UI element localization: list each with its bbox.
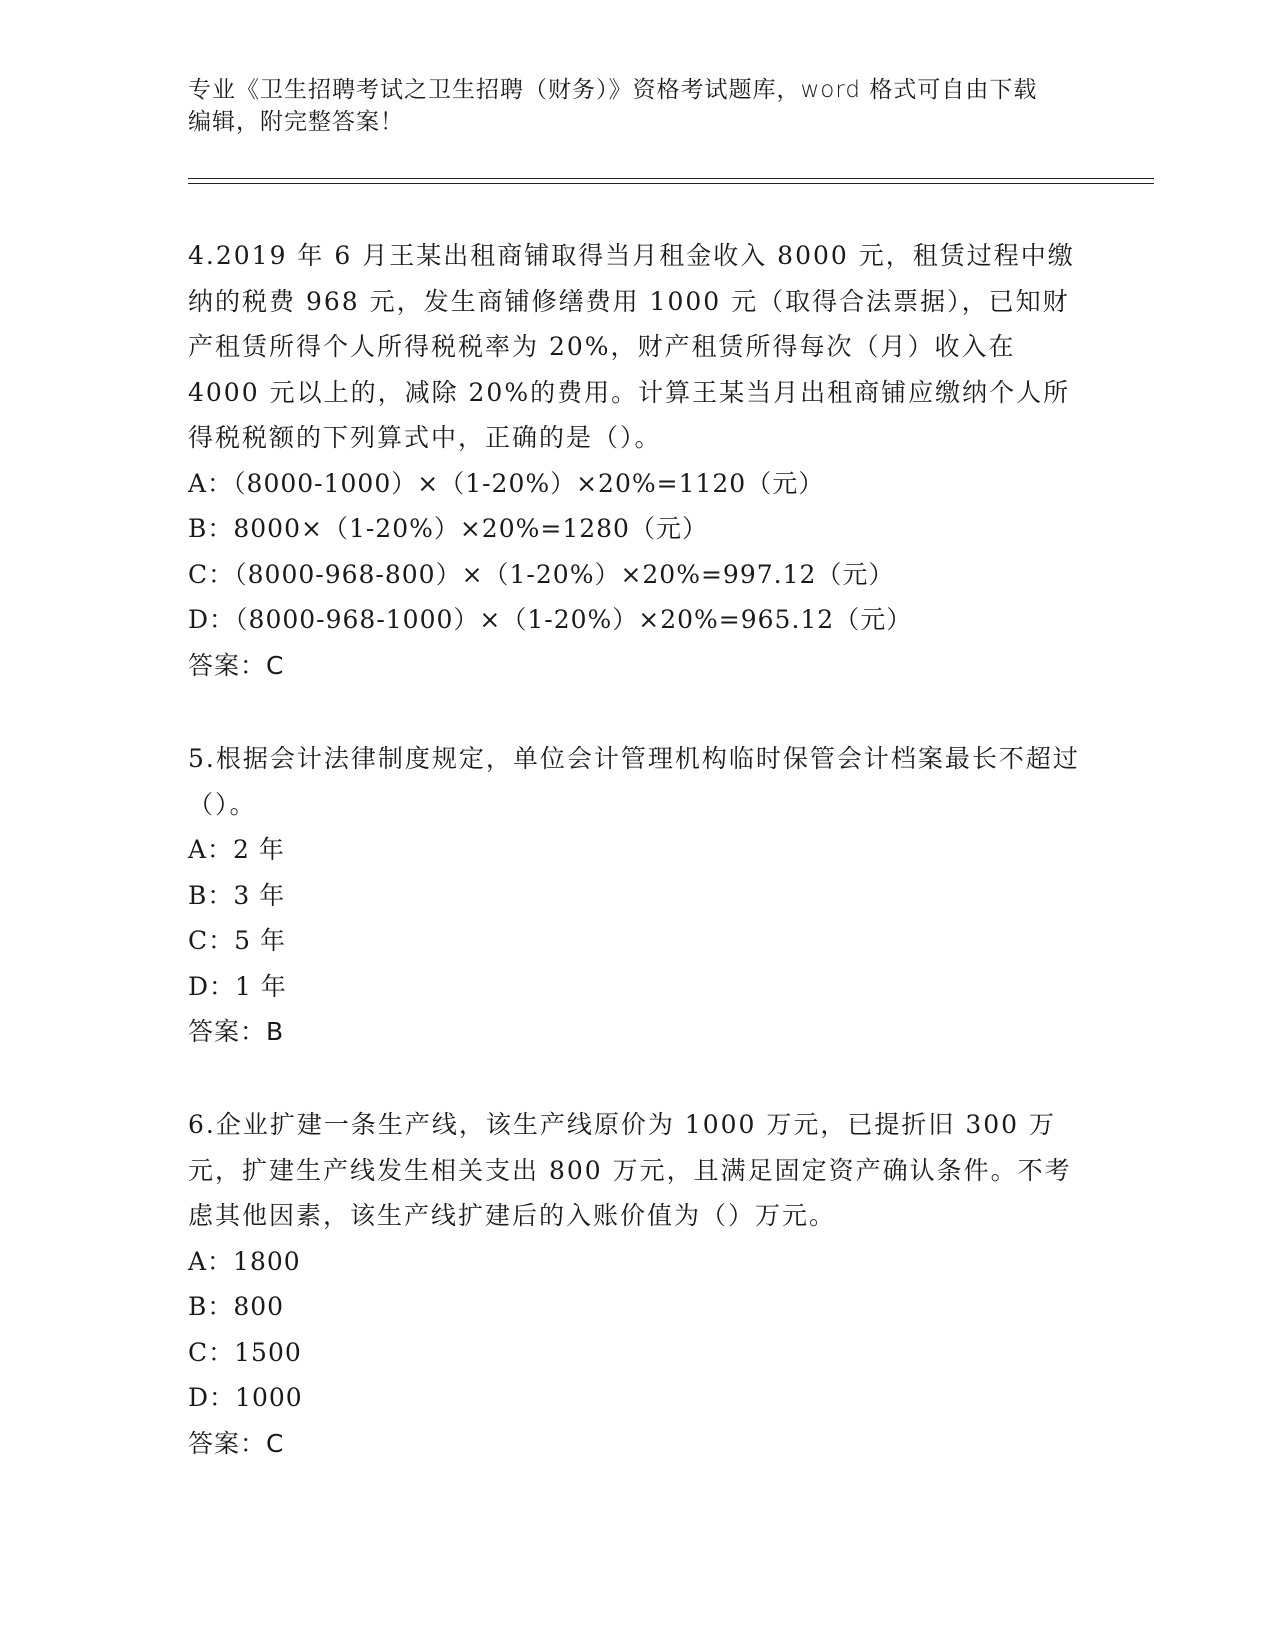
header-divider-bottom — [188, 183, 1154, 184]
question-stem: 6.企业扩建一条生产线，该生产线原价为 1000 万元，已提折旧 300 万元，扩建生产线发生相关支出 800 万元，且满足固定资产确认条件。不考虑其他因素，该生产线扩建后的入账价值为（）万元。 — [188, 1110, 1072, 1230]
option-c: C：1500 — [188, 1337, 302, 1367]
question-stem: 5.根据会计法律制度规定，单位会计管理机构临时保管会计档案最长不超过（）。 — [188, 744, 1080, 819]
question-6 — [188, 1102, 1088, 1467]
option-d: D：（8000-968-1000）×（1-20%）×20%=965.12（元） — [188, 605, 913, 634]
question-4 — [188, 233, 1088, 689]
option-b: B：8000×（1-20%）×20%=1280（元） — [188, 514, 708, 543]
option-a: A：2 年 — [188, 835, 285, 864]
option-c: C：5 年 — [188, 926, 286, 955]
answer: 答案：C — [188, 1428, 285, 1458]
header-divider-top — [188, 178, 1154, 179]
answer: 答案：C — [188, 650, 285, 680]
option-b: B：800 — [188, 1292, 285, 1321]
document-header — [188, 74, 1088, 138]
option-d: D：1000 — [188, 1383, 303, 1412]
question-5 — [188, 736, 1088, 1055]
header-line-1: 专业《卫生招聘考试之卫生招聘（财务）》资格考试题库，word 格式可自由下载 — [188, 77, 1038, 103]
option-d: D：1 年 — [188, 971, 287, 1001]
question-stem: 4.2019 年 6 月王某出租商铺取得当月租金收入 8000 元，租赁过程中缴纳的税费 968 元，发生商铺修缮费用 1000 元（取得合法票据），已知财产租赁所得个人所得税税率为 20%，财产租赁所得每次（月）收入在 4000 元以上的，减除 20%的费用。计算王某当月出租商铺应缴纳个人所得税税额的下列算式中，正确的是（）。 — [188, 241, 1075, 452]
option-a: A：1800 — [188, 1246, 301, 1276]
option-c: C：（8000-968-800）×（1-20%）×20%=997.12（元） — [188, 559, 895, 589]
header-line-2: 编辑，附完整答案！ — [188, 109, 404, 135]
option-b: B：3 年 — [188, 880, 286, 910]
answer: 答案：B — [188, 1017, 285, 1046]
option-a: A：（8000-1000）×（1-20%）×20%=1120（元） — [188, 468, 825, 498]
